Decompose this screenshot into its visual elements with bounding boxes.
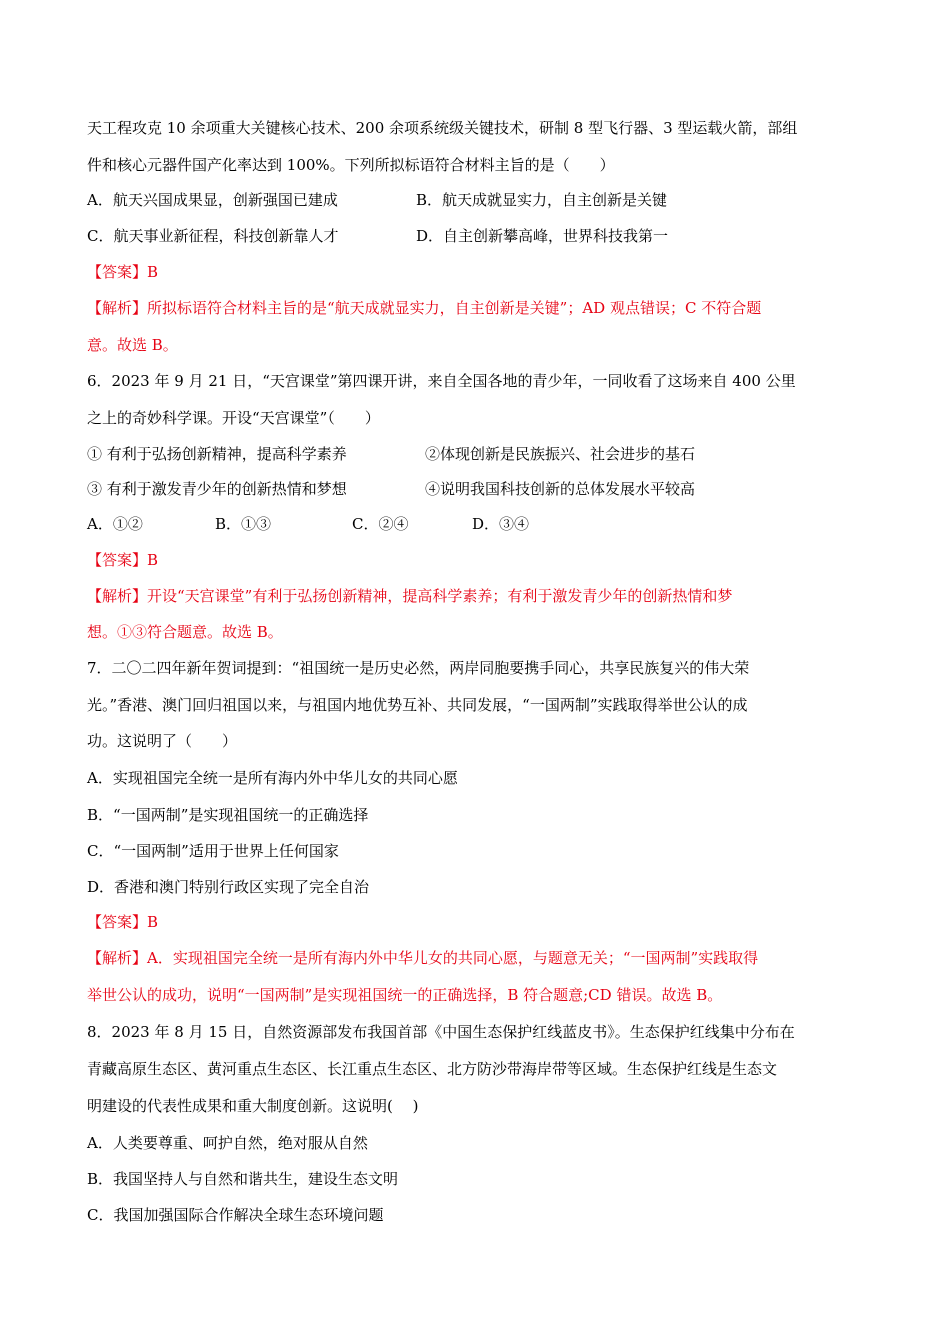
q8-stem-line-1: 8．2023 年 8 月 15 日，自然资源部发布我国首部《中国生态保护红线蓝皮书》。生态保护红线集中分布在 <box>87 1023 795 1041</box>
q6-stem-line-1: 6．2023 年 9 月 21 日，“天宫课堂”第四课开讲，来自全国各地的青少年，一同收看了这场来自 400 公里 <box>87 372 796 390</box>
q6-options-row <box>87 514 787 534</box>
q7-analysis-line-2: 举世公认的成功，说明“一国两制”是实现祖国统一的正确选择，B 符合题意;CD 错误。故选 B。 <box>87 986 723 1004</box>
q6-analysis-line-1: 【解析】开设“天宫课堂”有利于弘扬创新精神，提高科学素养；有利于激发青少年的创新热情和梦 <box>87 587 733 605</box>
q7-option-b: B．“一国两制”是实现祖国统一的正确选择 <box>87 806 369 824</box>
q6-stem-line-2: 之上的奇妙科学课。开设“天宫课堂”（ ） <box>87 409 380 427</box>
q6-statement-1: ① 有利于弘扬创新精神，提高科学素养 <box>87 445 347 463</box>
q5-answer: 【答案】B <box>87 263 159 281</box>
q6-option-b: B．①③ <box>215 515 272 533</box>
q6-option-d: D．③④ <box>472 515 530 533</box>
q5-option-b: B．航天成就显实力，自主创新是关键 <box>416 191 668 209</box>
q5-options-row-2 <box>87 226 787 246</box>
q5-options-row-1 <box>87 190 787 210</box>
q7-option-a: A．实现祖国完全统一是所有海内外中华儿女的共同心愿 <box>87 769 458 787</box>
q5-option-d: D．自主创新攀高峰，世界科技我第一 <box>416 227 669 245</box>
q6-option-a: A．①② <box>87 515 143 533</box>
q8-option-b: B．我国坚持人与自然和谐共生，建设生态文明 <box>87 1170 399 1188</box>
q8-stem-line-2: 青藏高原生态区、黄河重点生态区、长江重点生态区、北方防沙带海岸带等区域。生态保护红线是生态文 <box>87 1060 778 1078</box>
q5-stem-line-1: 天工程攻克 10 余项重大关键核心技术、200 余项系统级关键技术，研制 8 型飞行器、3 型运载火箭，部组 <box>87 119 798 137</box>
q6-statement-3: ③ 有利于激发青少年的创新热情和梦想 <box>87 480 347 498</box>
q7-option-c: C．“一国两制”适用于世界上任何国家 <box>87 842 339 860</box>
q6-statement-4: ④说明我国科技创新的总体发展水平较高 <box>425 480 696 498</box>
q6-statements-row-1 <box>87 444 787 464</box>
q5-option-a: A．航天兴国成果显，创新强国已建成 <box>87 191 338 209</box>
q7-analysis-line-1: 【解析】A．实现祖国完全统一是所有海内外中华儿女的共同心愿，与题意无关；“一国两制”实践取得 <box>87 949 759 967</box>
q7-stem-line-3: 功。这说明了（ ） <box>87 732 238 750</box>
q7-answer: 【答案】B <box>87 913 159 931</box>
q7-stem-line-1: 7．二〇二四年新年贺词提到：“祖国统一是历史必然，两岸同胞要携手同心，共享民族复兴的伟大荣 <box>87 659 750 677</box>
q7-stem-line-2: 光。”香港、澳门回归祖国以来，与祖国内地优势互补、共同发展，“一国两制”实践取得举世公认的成 <box>87 696 748 714</box>
q7-option-d: D．香港和澳门特别行政区实现了完全自治 <box>87 878 370 896</box>
q5-analysis-line-2: 意。故选 B。 <box>87 336 178 354</box>
q5-analysis-line-1: 【解析】所拟标语符合材料主旨的是“航天成就显实力，自主创新是关键”；AD 观点错误；C 不符合题 <box>87 299 762 317</box>
q8-option-a: A．人类要尊重、呵护自然，绝对服从自然 <box>87 1134 368 1152</box>
q6-answer: 【答案】B <box>87 551 159 569</box>
q6-statement-2: ②体现创新是民族振兴、社会进步的基石 <box>425 445 696 463</box>
q5-stem-line-2: 件和核心元器件国产化率达到 100%。下列所拟标语符合材料主旨的是（ ） <box>87 156 615 174</box>
q8-stem-line-3: 明建设的代表性成果和重大制度创新。这说明( ) <box>87 1097 419 1115</box>
q6-option-c: C．②④ <box>352 515 409 533</box>
q5-option-c: C．航天事业新征程，科技创新靠人才 <box>87 227 339 245</box>
q6-analysis-line-2: 想。①③符合题意。故选 B。 <box>87 623 283 641</box>
q8-option-c: C．我国加强国际合作解决全球生态环境问题 <box>87 1206 384 1224</box>
q6-statements-row-2 <box>87 479 787 499</box>
